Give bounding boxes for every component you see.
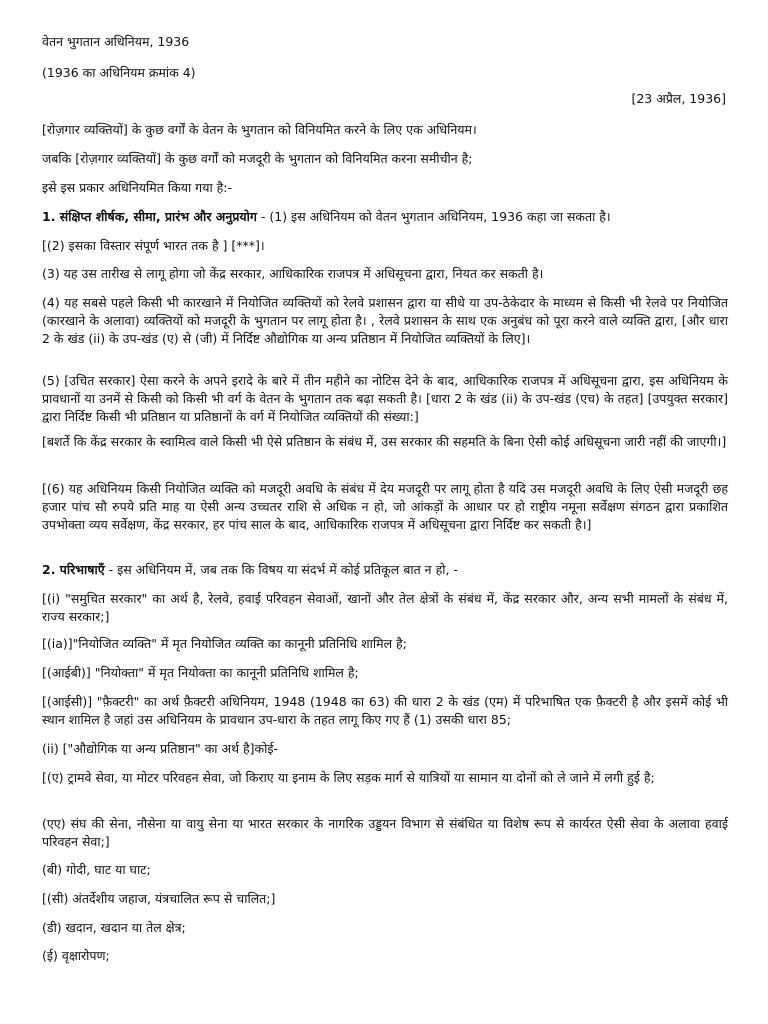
section-2-text: - इस अधिनियम में, जब तक कि विषय या संदर्भ में कोई प्रतिकूल बात न हो, - bbox=[104, 562, 458, 577]
section-2-intro bbox=[42, 561, 728, 579]
definition-ib: [(आईबी)] "नियोक्ता" में मृत नियोक्ता का कानूनी प्रतिनिधि शामिल है; bbox=[42, 665, 359, 680]
definition-aa: (एए) संघ की सेना, नौसेना या वायु सेना या भारत सरकार के नागरिक उड्डयन विभाग से संबंधित या विशेष रूप से कार्यरत ऐसी सेवा के अलावा हवाई परिवहन सेवा;] bbox=[42, 816, 728, 849]
section-1-clause-6: [(6) यह अधिनियम किसी नियोजित व्यक्ति को मजदूरी अवधि के संबंध में देय मजदूरी पर लागू होता है यदि उस मजदूरी अवधि के लिए ऐसी मजदूरी छह हजार पांच सौ रुपये प्रति माह या ऐसी अन्य उच्चतर राशि से अधिक न हो, जो आंकड़ों के आधार पर हो राष्ट्रीय नमूना सर्वेक्षण संगठन द्वारा प्रकाशित उपभोक्ता व्यय सर्वेक्षण, केंद्र सरकार, हर पांच साल के बाद, आधिकारिक राजपत्र में अधिसूचना द्वारा निर्दिष्ट कर सकती है।] bbox=[42, 481, 728, 532]
section-1-clause-4: (4) यह सबसे पहले किसी भी कारखाने में नियोजित व्यक्तियों को रेलवे प्रशासन द्वारा या सीधे या उप-ठेकेदार के माध्यम से किसी भी रेलवे पर नियोजित (कारखाने के अलावा) व्यक्तियों को मजदूरी के भुगतान पर लागू होता है। , रेलवे प्रशासन के साथ एक अनुबंध को पूरा करने वाले व्यक्ति द्वारा, [और धारा 2 के खंड (ii) के उप-खंड (ए) से (जी) में निर्दिष्ट औद्योगिक या अन्य प्रतिष्ठान में नियोजित व्यक्तियों के लिए]। bbox=[42, 295, 728, 346]
section-1-heading: 1. संक्षिप्त शीर्षक, सीमा, प्रारंभ और अनुप्रयोग bbox=[42, 209, 257, 224]
section-2-heading: 2. परिभाषाएँ bbox=[42, 562, 105, 577]
whereas-paragraph: जबकि [रोज़गार व्यक्तियों] के कुछ वर्गों को मजदूरी के भुगतान को विनियमित करना समीचीन है; bbox=[42, 151, 473, 166]
definition-ia: [(ia)]"नियोजित व्यक्ति" में मृत नियोजित व्यक्ति का कानूनी प्रतिनिधि शामिल है; bbox=[42, 636, 407, 651]
act-date: [23 अप्रैल, 1936] bbox=[631, 91, 726, 106]
act-number: (1936 का अधिनियम क्रमांक 4) bbox=[42, 65, 196, 80]
definition-b: (बी) गोदी, घाट या घाट; bbox=[42, 862, 151, 877]
section-1-intro bbox=[42, 208, 728, 226]
act-title: वेतन भुगतान अधिनियम, 1936 bbox=[42, 34, 190, 49]
definition-d: (डी) खदान, खदान या तेल क्षेत्र; bbox=[42, 920, 186, 935]
section-1-proviso: [बशर्ते कि केंद्र सरकार के स्वामित्व वाले किसी भी ऐसे प्रतिष्ठान के संबंध में, उस सरकार की सहमति के बिना ऐसी कोई अधिसूचना जारी नहीं की जाएगी।] bbox=[42, 434, 727, 449]
definition-ii: (ii) ["औद्योगिक या अन्य प्रतिष्ठान" का अर्थ है]कोई- bbox=[42, 741, 279, 756]
definition-c: [(सी) अंतर्देशीय जहाज, यंत्रचालित रूप से चालित;] bbox=[42, 891, 276, 906]
purpose-paragraph: [रोज़गार व्यक्तियों] के कुछ वर्गों के वेतन के भुगतान को विनियमित करने के लिए एक अधिनियम। bbox=[42, 122, 477, 137]
definition-e: (ई) वृक्षारोपण; bbox=[42, 948, 110, 963]
section-1-clause-3: (3) यह उस तारीख से लागू होगा जो केंद्र सरकार, आधिकारिक राजपत्र में अधिसूचना द्वारा, नियत कर सकती है। bbox=[42, 266, 544, 281]
definition-a: [(ए) ट्रामवे सेवा, या मोटर परिवहन सेवा, जो किराए या इनाम के लिए सड़क मार्ग से यात्रियों या सामान या दोनों को ले जाने में लगी हुई है; bbox=[42, 770, 655, 785]
section-1-text: - (1) इस अधिनियम को वेतन भुगतान अधिनियम, 1936 कहा जा सकता है। bbox=[256, 209, 611, 224]
section-1-clause-2: [(2) इसका विस्तार संपूर्ण भारत तक है ] [***]। bbox=[42, 238, 265, 253]
definition-i: [(i) "समुचित सरकार" का अर्थ है, रेलवे, हवाई परिवहन सेवाओं, खानों और तेल क्षेत्रों के संबंध में, केंद्र सरकार और, अन्य सभी मामलों के संबंध में, राज्य सरकार;] bbox=[42, 591, 728, 624]
definition-ic: [(आईसी)] "फ़ैक्टरी" का अर्थ फ़ैक्टरी अधिनियम, 1948 (1948 का 63) की धारा 2 के खंड (एम) में परिभाषित एक फ़ैक्टरी है और इसमें कोई भी स्थान शामिल है जहां उस अधिनियम के प्रावधान उप-धारा के तहत लागू किए गए हैं (1) उसकी धारा 85; bbox=[42, 694, 728, 727]
section-1-clause-5: (5) [उचित सरकार] ऐसा करने के अपने इरादे के बारे में तीन महीने का नोटिस देने के बाद, आधिकारिक राजपत्र में अधिसूचना द्वारा, इस अधिनियम के प्रावधानों या उनमें से किसी को किसी भी वर्ग के वेतन के भुगतान तक बढ़ा सकती है। [धारा 2 के खंड (ii) के उप-खंड (एच) के तहत] [उपयुक्त सरकार] द्वारा निर्दिष्ट किसी भी प्रतिष्ठान या प्रतिष्ठानों के वर्ग में नियोजित व्यक्तियों की संख्या:] bbox=[42, 373, 728, 424]
enacted-paragraph: इसे इस प्रकार अधिनियमित किया गया है:- bbox=[42, 180, 233, 195]
